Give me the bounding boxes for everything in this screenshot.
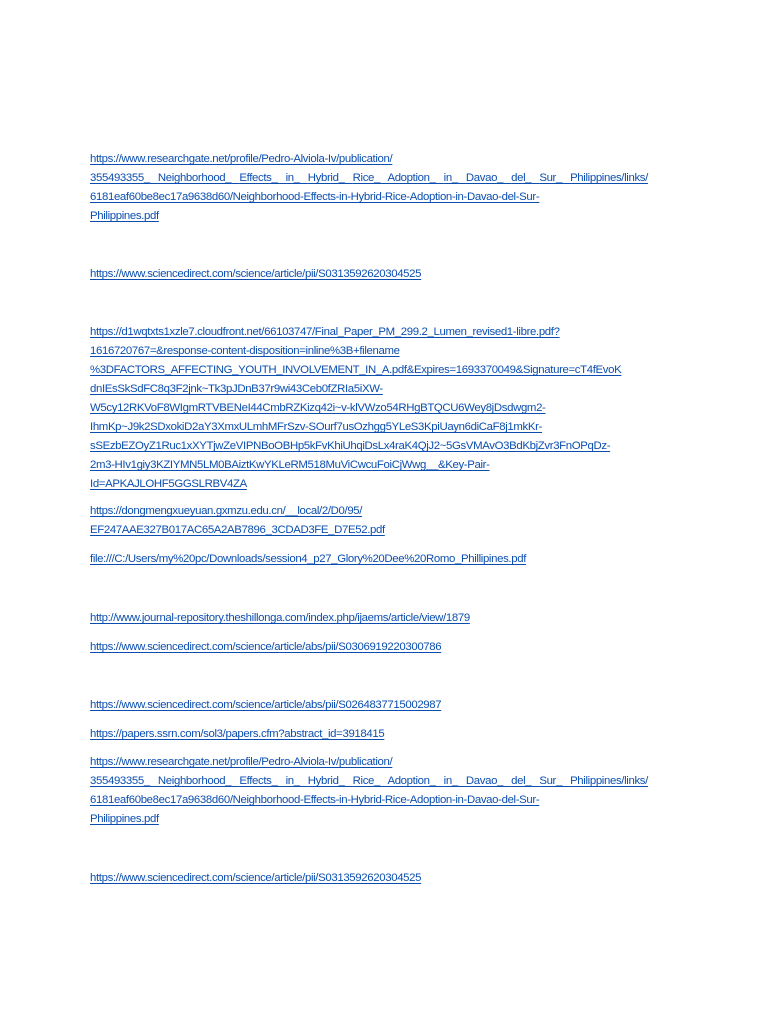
reference-link-10[interactable] [90,753,690,829]
link-line[interactable]: %3DFACTORS_AFFECTING_YOUTH_INVOLVEMENT_IN_A.pdf&Expires=1693370049&Signature=cT4fEvoK [90,364,622,376]
link-line[interactable]: 6181eaf60be8ec17a9638d60/Neighborhood-Effects-in-Hybrid-Rice-Adoption-in-Davao-del-Sur- [90,794,540,806]
link-line[interactable]: https://papers.ssrn.com/sol3/papers.cfm?abstract_id=3918415 [90,728,385,740]
link-line[interactable]: 355493355_ Neighborhood_ Effects_ in_ Hybrid_ Rice_ Adoption_ in_ Davao_ del_ Sur_ Philippines/links/ [90,775,648,787]
link-line[interactable]: sSEzbEZOyZ1Ruc1xXYTjwZeVIPNBoOBHp5kFvKhiUhqiDsLx4raK4QjJ2~5GsVMAvO3BdKbjZvr3FnOPqDz- [90,440,611,452]
link-line[interactable]: 1616720767=&response-content-disposition=inline%3B+filename [90,345,400,357]
reference-link-11[interactable] [90,869,690,888]
reference-link-3[interactable] [90,323,690,494]
link-line[interactable]: Id=APKAJLOHF5GGSLRBV4ZA [90,478,247,490]
link-line[interactable]: https://www.researchgate.net/profile/Pedro-Alviola-Iv/publication/ [90,756,393,768]
link-line[interactable]: https://www.sciencedirect.com/science/article/abs/pii/S0264837715002987 [90,699,442,711]
link-line[interactable]: https://www.researchgate.net/profile/Pedro-Alviola-Iv/publication/ [90,153,393,165]
link-line[interactable]: https://www.sciencedirect.com/science/article/abs/pii/S0306919220300786 [90,641,442,653]
reference-link-9[interactable] [90,725,690,744]
reference-link-6[interactable] [90,609,690,628]
link-line[interactable]: W5cy12RKVoF8WIgmRTVBENeI44CmbRZKizq42i~v-klVWzo54RHgBTQCU6Wey8jDsdwgm2- [90,402,546,414]
link-line[interactable]: https://www.sciencedirect.com/science/article/pii/S0313592620304525 [90,872,422,884]
link-line[interactable]: IhmKp~J9k2SDxokiD2aY3XmxULmhMFrSzv-SOurf7usOzhgg5YLeS3KpiUayn6diCaF8j1mkKr- [90,421,543,433]
link-line[interactable]: http://www.journal-repository.theshillonga.com/index.php/ijaems/article/view/1879 [90,612,470,624]
link-line[interactable]: file:///C:/Users/my%20pc/Downloads/session4_p27_Glory%20Dee%20Romo_Phillipines.pdf [90,553,527,565]
link-line[interactable]: https://d1wqtxts1xzle7.cloudfront.net/66103747/Final_Paper_PM_299.2_Lumen_revised1-libre.pdf? [90,326,560,338]
reference-link-8[interactable] [90,696,690,715]
link-line[interactable]: 6181eaf60be8ec17a9638d60/Neighborhood-Effects-in-Hybrid-Rice-Adoption-in-Davao-del-Sur- [90,191,540,203]
link-line[interactable]: 355493355_ Neighborhood_ Effects_ in_ Hybrid_ Rice_ Adoption_ in_ Davao_ del_ Sur_ Philippines/links/ [90,172,648,184]
link-line[interactable]: Philippines.pdf [90,813,159,825]
reference-link-1[interactable] [90,150,690,226]
link-line[interactable]: 2m3-HIv1giy3KZIYMN5LM0BAiztKwYKLeRM518MuViCwcuFoiCjWwg__&Key-Pair- [90,459,490,471]
reference-link-5[interactable] [90,550,690,569]
link-line[interactable]: https://www.sciencedirect.com/science/article/pii/S0313592620304525 [90,268,422,280]
link-line[interactable]: Philippines.pdf [90,210,159,222]
reference-link-7[interactable] [90,638,690,657]
link-line[interactable]: dnIEsSkSdFC8q3F2jnk~Tk3pJDnB37r9wi43Ceb0fZRIa5iXW- [90,383,383,395]
link-line[interactable]: EF247AAE327B017AC65A2AB7896_3CDAD3FE_D7E52.pdf [90,524,385,536]
reference-link-2[interactable] [90,265,690,284]
link-line[interactable]: https://dongmengxueyuan.gxmzu.edu.cn/__local/2/D0/95/ [90,505,363,517]
reference-link-4[interactable] [90,502,690,540]
